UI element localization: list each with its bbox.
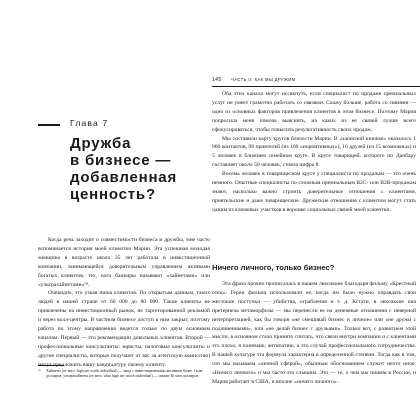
- paragraph: Восемь человек в товарищеском круге у специалиста по продажам — это очень немного. Опытные специалисты по сложным премиальным B2C- или B2B-продажам знают, насколько важно строить доверительные отношения с клиентами, приятельские и даже товарищеские. Дружеские отношения с клиентом могут стать одним из ключевых участков в воронке социальных связей моей клиентки.: [212, 171, 416, 213]
- footnote-text: Хайнеты (от англ. high net worth individual) — лица с инвестиционными активами более 1 млн долларов; ультрахайнеты (от англ. ultra high net worth individual) — свыше 30 млн долларов.: [46, 369, 203, 378]
- paragraph: Мы составили карту кругов близости Марии. В «записной книжке» оказалось 1 900 контактов, 98 приятелей (из 100 «нормативных»), 16 друзей (из 15 возможных) и 5 человек в ближнем семейном круге. В круге товарищей, которого по Данбару составляет около 50 человек, стояла цифра 8.: [212, 135, 416, 169]
- footnote-mark: ¹⁸: [38, 369, 41, 373]
- chapter-title-line-3: добавленная: [70, 169, 178, 186]
- footnote: [38, 369, 210, 379]
- footnote-rule: [38, 365, 64, 366]
- right-body-text-top: [212, 90, 416, 215]
- chapter-title-line-1: Дружба: [70, 135, 132, 152]
- chapter-label: Глава 7: [70, 118, 109, 128]
- paragraph: Эта фраза прочно прописалась в нашем лексиконе благодаря фильму «Крестный отец». Герои фильма использовали ее, когда им было нужно оправдать свои жестокие поступки — убийства, ограбления и т. д. Кстати, в лексиконе она претерпела метаморфозы — мы перенесли ее на денежные отношения с неверной интерпретацией, как бы говоря «не смешивай бизнес и личное» или «не дружи с подчиненными», или «не делай бизнес с друзьями». Только вот, с развитием этой мысли, в основном стало принято считать, что связи внутри компании и с клиентами это плохо, я понимаю, антипатию, а это случай профессионального сотрудничества. В нашей культуре эта формула характерна в определенной степени. Тогда как в том, что мы называем «личной сферой», обычным обоснованием служит нечто иное: «Ничего личного» и мы часто это слышим. Это — те, о чем мы пишем в России, и Мария работает в США, и вполне «ничего личного».: [212, 281, 416, 385]
- paragraph: Оба этих канала могут иссякнуть, если специалист по продаже премиальных услуг не умеет грамотно работать со связями. Скажу больше, работа со связями — одно из основных факторов привлечения клиентов в этом бизнесе. Поэтому Мария попросила меня помочь выяснить, на каких из ее связей лучше всего сфокусироваться, чтобы повысить результативность своих продаж.: [212, 91, 416, 133]
- running-head: [212, 77, 420, 83]
- title-rule: [38, 124, 60, 126]
- running-head-rule: [212, 86, 420, 87]
- left-body-text: [38, 236, 210, 370]
- paragraph: Очевидно, это узкая ниша клиентов. По открытым данным, таких людей в нашей стране от 60 000 до 80 000. Такие клиенты не привлечены на инвестиционный рынок, не таргетированной рекламой и через колл-центры. В частном бизнесе доступ к ним закрыт, поэтому работа по этому направлению ведется только по двум основным каналам. Первый — это рекомендации довольных клиентов. Второй — профессиональные консультанты: юристы, налоговые консультанты и другие специалисты, которые получают от вас за агентскую комиссию) могут предложить вашу кандидатуру своему клиенту.: [38, 290, 210, 368]
- paragraph: Когда речь заходит о совместимости бизнеса и дружбы, мне часто вспоминается история моей клиентки Марии. Эта успешная молодая женщина в возрасте около 35 лет работала в инвестиционной компании, занимающейся доверительным управлением активами богатых клиентов, тех, кого банкиры называют «хайнетами» или «ультрахайнетами»¹⁸.: [38, 237, 210, 288]
- running-title: ЧАСТЬ II. КАК МЫ ДРУЖИМ: [231, 77, 296, 82]
- chapter-title: [70, 135, 220, 203]
- right-page: [212, 0, 420, 420]
- chapter-title-line-2: в бизнесе —: [70, 152, 172, 169]
- chapter-title-line-4: ценность?: [70, 186, 156, 203]
- page-number: 145: [212, 77, 222, 83]
- section-heading: Ничего личного, только бизнес?: [212, 263, 335, 272]
- right-body-text-bottom: [212, 280, 416, 387]
